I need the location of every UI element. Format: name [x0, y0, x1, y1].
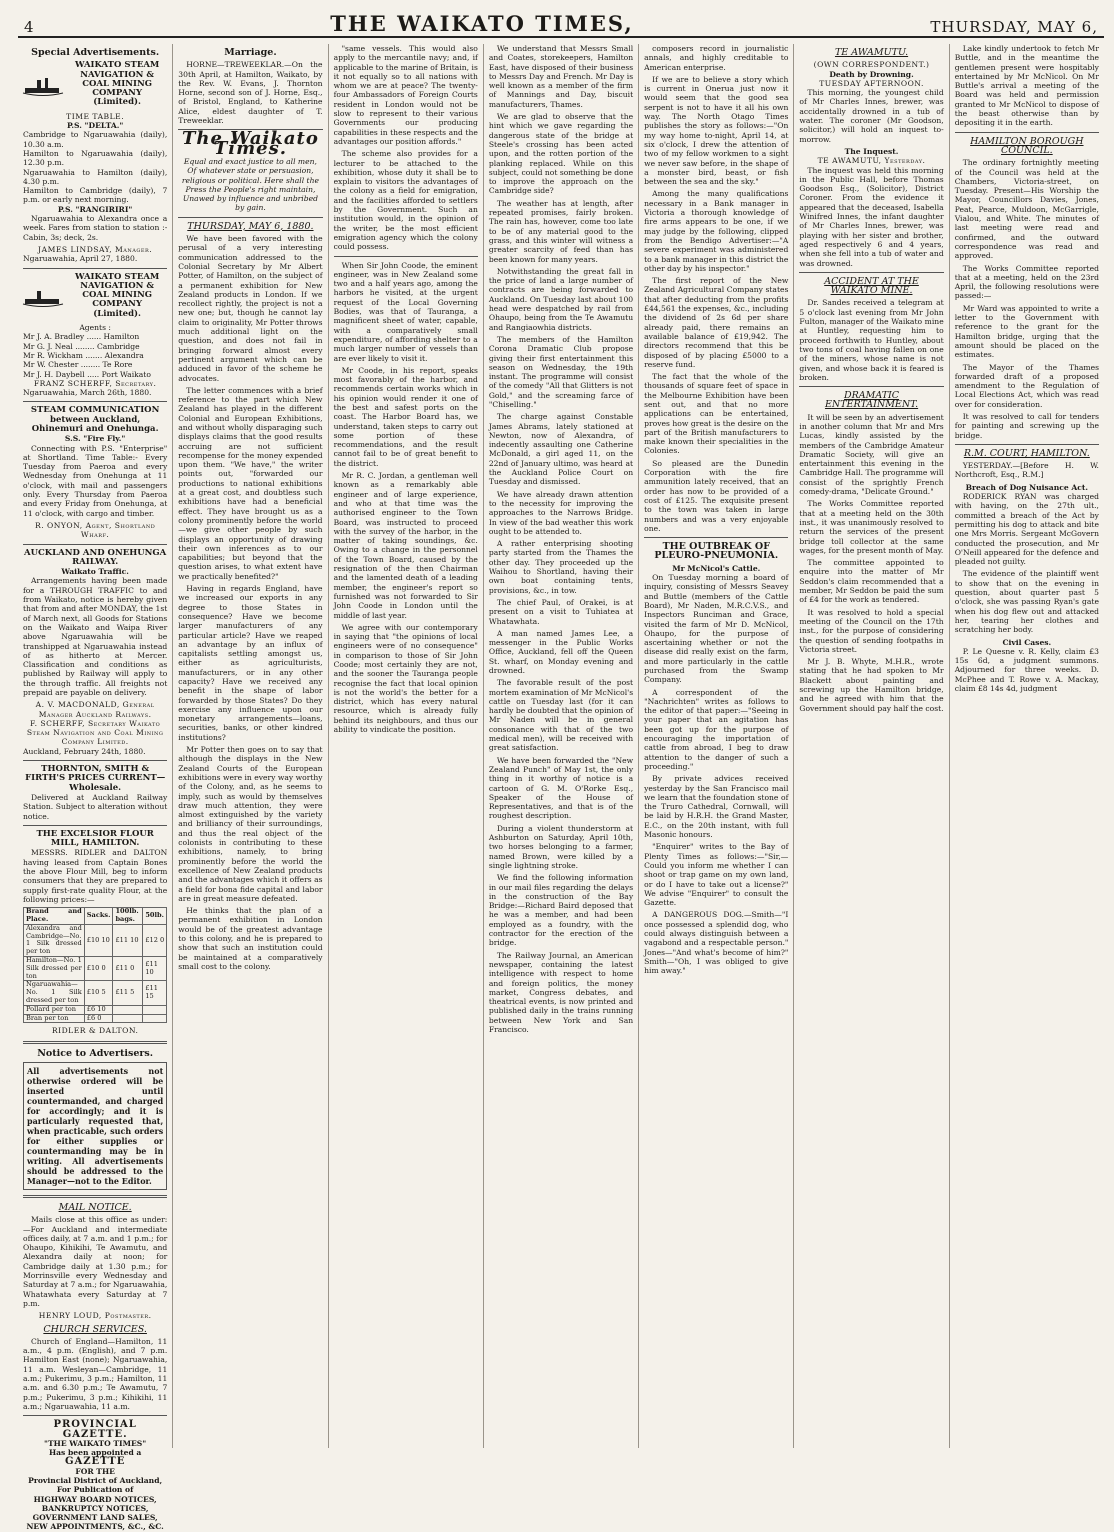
ship1-name: P.S. "DELTA.": [66, 121, 124, 131]
gazette-line: Provincial District of Auckland,: [28, 1476, 163, 1485]
table-cell: £11 0: [113, 957, 143, 981]
news-item: It was resolved to hold a special meeting of the Council on the 17th inst., for the purpose of considering the question of sending footpaths in Victoria street.: [799, 607, 944, 654]
news-item: The chief Paul, of Orakei, is at present on a visit to Tuhiatea at Whatawhata.: [488, 597, 634, 626]
accident-heading: ACCIDENT AT THE WAIKATO MINE.: [824, 275, 919, 297]
mail-notice-heading: MAIL NOTICE.: [58, 1201, 132, 1213]
mail-notice-text: Mails close at this office as under:—For Auckland and intermediate offices daily, at 7 a.m. and 1 p.m.; for Ohaupo, Kihikihi, Te Awamutu, and Alexandra daily at noon; for Cambridge daily at 1.30 p.m.; for Morrinsville every Wednesday and Saturday at 7 a.m.; for Ngaruawahia, Whatawhata every Saturday at 7 p.m.: [23, 1215, 168, 1308]
news-item: The favorable result of the post mortem examination of Mr McNicol's cattle on Tuesday last (for it can hardly be doubted that the opinion of Mr Naden will be in general consonance with that of the two medical men), will be received with great satisfaction.: [488, 678, 634, 753]
drowning-date: TUESDAY AFTERNOON.: [819, 78, 924, 88]
news-item: The committee appointed to enquire into the matter of Mr Seddon's claim recommended that a member, Mr Seddon be paid the sum of £4 for the work as tendered.: [799, 558, 944, 605]
ship1-line: Ngaruawahia to Hamilton (daily), 4.30 p.m.: [23, 167, 168, 186]
steamship-icon: [23, 285, 63, 307]
ss-firefly-text: Connecting with P.S. "Enterprise" at Shortland. Time Table:- Every Tuesday from Paeroa and every Wednesday from Onehunga at 11 o'clock, with mail and passengers only. Every Thursday from Paeroa and every Friday from Onehunga, at 11 o'clock, with cargo and timber.: [23, 443, 168, 518]
divider: [799, 272, 943, 273]
column-4: [484, 44, 639, 1448]
newspaper-title: THE WAIKATO TIMES,: [330, 11, 634, 36]
gazette-ad: [23, 1420, 167, 1532]
page-number: 4: [24, 18, 34, 36]
table-cell: £11 10: [113, 924, 143, 956]
news-item: It will be seen by an advertisement in another column that Mr and Mrs Lucas, kindly assisted by the members of the Cambridge Amateur Dramatic Society, will give an entertainment this evening in the Cambridge Hall. The programme will consist of the sprightly French comedy-drama, "Delicate Ground.": [799, 412, 944, 497]
table-cell: £10 5: [84, 981, 113, 1005]
divider: [23, 401, 167, 402]
dramatic-heading: DRAMATIC ENTERTAINMENT.: [824, 390, 919, 411]
news-item: We understand that Messrs Small and Coates, storekeepers, Hamilton East, have disposed of their business to Messrs Day and French. Mr Day is well known as a member of the firm of Mannings and Day, biscuit manufacturers, Thames.: [488, 44, 634, 109]
company2-name: WAIKATO STEAM NAVIGATION & COAL MINING COMPANY (Limited).: [74, 271, 160, 319]
table-row: [24, 957, 167, 981]
railway-secretary: F. SCHERFF, Secretary Waikato Steam Navigation and Coal Mining Company Limited.: [26, 718, 164, 747]
news-item: The weather has at length, after repeated promises, fairly broken. The rain has, however, come too late to be of any material good to the grass, and this winter will witness a greater scarcity of feed than has been known for many years.: [488, 198, 634, 264]
steam-comm-title: STEAM COMMUNICATION between Auckland, Ohinemuri and Onehunga.: [30, 405, 160, 434]
columns: [18, 44, 1104, 1532]
railway-manager: A. V. MACDONALD, General Manager Auckland Railways.: [35, 700, 155, 719]
editorial-paragraph: The scheme also provides for a lecturer to be attached to the exhibition, whose duty it shall be to explain to visitors the advantages of the colony as a field for emigration, and the facilities afforded to settlers by the Government. Such an institution would, in the opinion of the writer, be the most efficient emigration agency which the colony could possess.: [333, 149, 478, 252]
paper-motto: Equal and exact justice to all men, Of whatever state or persuasion, religious or political. Here shall the Press the People's right maintain, Unawed by influence and unbribed by gain.: [181, 156, 319, 213]
news-item: We are glad to observe that the hint which we gave regarding the dangerous state of the bridge at Steele's crossing has been acted upon, and the rotten portion of the planking replaced. While on this subject, could not something be done to improve the approach on the Cambridge side?: [488, 112, 634, 196]
divider: [799, 386, 943, 387]
table-cell: Ngaruawahia—No. 1 Silk dressed per ton: [24, 981, 85, 1005]
paper-title: The Waikato Times.: [182, 128, 319, 159]
news-item: The members of the Hamilton Corona Dramatic Club propose giving their first entertainment this season on Wednesday, the 19th instant. The programme will consist of the comedy "All that Glitters is not Gold," and the screaming farce of "Chiselling.": [488, 334, 634, 409]
divider: [23, 825, 167, 826]
news-item: composers record in journalistic annals, and highly creditable to American enterprise.: [644, 44, 789, 72]
table-cell: Alexandra and Cambridge—No. 1 Silk dressed per ton: [24, 924, 85, 956]
divider: [23, 1041, 167, 1044]
secretary: FRANZ SCHERFF, Secretary.: [33, 378, 157, 388]
table-header: Brand and Place.: [24, 908, 85, 925]
table-cell: £10 10: [84, 924, 113, 956]
masthead-date: THURSDAY, MAY 6,: [930, 18, 1098, 36]
agent-line: Mr G. J. Neal ........ Cambridge: [23, 341, 140, 351]
editorial-paragraph: Mr R. C. Jordan, a gentleman well known as a remarkably able engineer and of large experience, and who at that time was the authorised engineer to the Town Board, was instructed to proceed with the survey of the harbor, in the matter of taking soundings, &c. Owing to a change in the personnel of the Town Board, caused by the resignation of the then Chairman and the lamented death of a leading member, the engineer's report so furnished was not forwarded to Sir John Coode in London until the middle of last year.: [333, 471, 478, 620]
news-item: This morning, the youngest child of Mr Charles Innes, brewer, was accidentally drowned in a tub of water. The coroner (Mr Goodson, solicitor,) will hold an inquest to-morrow.: [799, 88, 944, 144]
column-1: [18, 44, 173, 1532]
company1-name: WAIKATO STEAM NAVIGATION & COAL MINING COMPANY (Limited).: [74, 60, 160, 108]
secretary-date: Ngaruawahia, March 26th, 1880.: [23, 388, 152, 398]
awamutu-sub: (OWN CORRESPONDENT.): [813, 60, 930, 70]
divider: [334, 256, 478, 257]
pleuro-heading: THE OUTBREAK OF PLEURO-PNEUMONIA.: [654, 541, 779, 562]
divider: [955, 444, 1099, 445]
railway-title: AUCKLAND AND ONEHUNGA RAILWAY.: [24, 547, 167, 567]
church-text: Church of England—Hamilton, 11 a.m., 4 p.m. (English), and 7 p.m. Hamilton East (none); Ngaruawahia, 11 a.m. Wesleyan—Cambridge, 11 a.m.; Pukerimu, 3 p.m.; Hamilton, 11 a.m. and 6.30 p.m.; Te Awamutu, 7 p.m.; Pukerimu, 3 p.m.; Kihikihi, 11 a.m.; Ngaruawahia, 11 a.m.: [23, 1336, 168, 1411]
ship1-line: Hamilton to Ngaruawahia (daily), 12.30 p.m.: [23, 148, 168, 168]
divider: [23, 1195, 167, 1198]
table-cell: £11 5: [113, 981, 143, 1005]
editorial-paragraph: When Sir John Coode, the eminent engineer, was in New Zealand some two and a half years ago, among the harbors he visited, at the urgent request of the Local Governing Bodies, was that of Tauranga, a magnificent sheet of water, capable, with a comparatively small expenditure, of affording shelter to a much larger number of vessels than are ever likely to visit it.: [333, 260, 478, 363]
table-cell: Hamilton—No. 1 Silk dressed per ton: [24, 957, 85, 981]
news-item: Among the many qualifications necessary in a Bank manager in Victoria a thorough knowledge of fire arms appears to be one, if we may judge by the following, clipped from the Bendigo Advertiser:—"A severe experiment was administered to a bank manager in this district the other day by his inspector.": [644, 189, 789, 273]
column-5: [639, 44, 794, 1448]
news-item: We have already drawn attention to the necessity for improving the approaches to the Narrows Bridge. In view of the bad weather this work ought to be attended to.: [488, 489, 634, 536]
timetable-heading: TIME TABLE.: [66, 111, 125, 121]
news-item: Notwithstanding the great fall in the price of land a large number of contracts are being forwarded to Auckland. On Tuesday last about 100 head were despatched by rail from Ohaupo, being from the Te Awamutu and Rangiaowhia districts.: [488, 266, 634, 332]
table-cell: £11 15: [143, 981, 167, 1005]
column-2: [173, 44, 328, 1448]
editorial-paragraph: Mr Potter then goes on to say that although the displays in the New Zealand Courts of the European exhibitions were in every way worthy of the Colony, and, as he seems to imply, such as would by themselves draw much attention, they were almost extinguished by the variety and brilliancy of their surroundings, and thus the real object of the colonists in contributing to these exhibitions, namely, to bring prominently before the world the excellence of New Zealand products and the advantages which it offers as a field for bona fide capital and labor are in great measure defeated.: [178, 745, 323, 903]
ss-firefly: S.S. "Fire Fly.": [64, 434, 126, 444]
divider: [23, 544, 167, 545]
church-heading: CHURCH SERVICES.: [43, 1323, 147, 1335]
news-item: A correspondent of the "Nachrichten" writes as follows to the editor of that paper:—"Seeing in your paper that an agitation has been got up for the purpose of encouraging the importation of cattle from abroad, I beg to draw attention to the danger of such a proceeding.": [644, 687, 789, 771]
gazette-line: "THE WAIKATO TIMES": [44, 1438, 147, 1448]
news-item: The first report of the New Zealand Agricultural Company states that after deducting from the profits £44,561 the expenses, &c., including the dividend of 2s 6d per share already paid, there remains an available balance of £19,942. The directors recommend that this be disposed of by placing £5000 to a reserve fund.: [644, 276, 789, 369]
thornton-text: Delivered at Auckland Railway Station. Subject to alteration without notice.: [23, 792, 168, 821]
agents-heading: Agents :: [79, 323, 111, 333]
gazette-line: GAZETTE: [64, 1456, 126, 1468]
divider: [955, 132, 1099, 133]
notice-heading: Notice to Advertisers.: [37, 1047, 154, 1059]
notice-text: All advertisements not otherwise ordered will be inserted until countermanded, and charged for accordingly; and it is particularly requested that, when practicable, such orders for either supplies or countermanding may be in writing. All advertisements should be addressed to the Manager—not to the Editor.: [23, 1062, 167, 1190]
table-cell: Bran per ton: [24, 1014, 85, 1023]
editorial-paragraph: We have been favored with the perusal of a very interesting communication addressed to the Colonial Secretary by Mr Albert Potter, of Hamilton, on the subject of a permanent exhibition for New Zealand products in London. If we recollect rightly, the project is not a new one; but, though he cannot lay claim to originality, Mr Potter throws much additional light on the question, and does not fail in bringing forward almost every pertinent argument which can be adduced in favor of the scheme he advocates.: [178, 234, 323, 383]
news-item: During a violent thunderstorm at Ashburton on Saturday, April 10th, two horses belonging to a farmer, named Brown, were killed by a single lightning stroke.: [488, 823, 634, 870]
divider: [23, 760, 167, 761]
ridler-dalton: RIDLER & DALTON.: [51, 1026, 139, 1036]
excelsior-title: THE EXCELSIOR FLOUR MILL, HAMILTON.: [36, 828, 154, 849]
ship2-name: P.S. "RANGIRIRI": [57, 204, 133, 214]
rm-court-date: YESTERDAY.—[Before H. W. Northcroft, Esq., R.M.]: [954, 461, 1099, 480]
pleuro-subheading: Mr McNicol's Cattle.: [672, 563, 761, 573]
news-item: We have been forwarded the "New Zealand Punch" of May 1st, the only thing in it worthy of notice is a cartoon of G. M. O'Rorke Esq., Speaker of the House of Representatives, and that is of the roughest description.: [488, 755, 634, 821]
news-item: P. Le Quesne v. R. Kelly, claim £3 15s 6d, a judgment summons. Adjourned for three weeks. D. McPhee and T. Rowe v. A. Mackay, claim £8 14s 4d, judgment: [954, 646, 1099, 693]
news-item: RODERICK RYAN was charged with having, on the 27th ult., committed a breach of the Act by permitting his dog to attack and bite one Mrs Morris. Sergeant McGovern conducted the prosecution, and Mr O'Neill appeared for the defence and pleaded not guilty.: [954, 492, 1099, 567]
news-item: On Tuesday morning a board of inquiry, consisting of Messrs Seavey and Buttle (members of the Cattle Board), Mr Naden, M.R.C.V.S., and Inspectors Runciman and Grace, visited the farm of Mr D. McNicol, Ohaupo, for the purpose of ascertaining whether or not the disease did really exist on the farm, and more particularly in the cattle purchased from the Swamp Company.: [644, 573, 789, 685]
divider: [23, 268, 167, 269]
editorial-paragraph: He thinks that the plan of a permanent exhibition in London would be of the greatest advantage to this colony, and he is prepared to show that such an institution could be maintained at a comparatively small cost to the colony.: [178, 906, 323, 971]
divider: [178, 217, 322, 218]
table-cell: [113, 1014, 143, 1023]
special-ads-heading: Special Advertisements.: [31, 47, 160, 58]
table-cell: [113, 1005, 143, 1014]
news-item: The evidence of the plaintiff went to show that on the evening in question, about quarter past 5 o'clock, she was passing Ryan's gate when his dog flew out and attacked her, tearing her clothes and scratching her body.: [954, 569, 1099, 635]
drowning-heading: Death by Drowning.: [829, 69, 914, 79]
editorial-paragraph: Mr Coode, in his report, speaks most favorably of the harbor, and recommends certain works which in his opinion would render it one of the best and safest ports on the coast. The Harbor Board has, we understand, taken steps to carry out some portion of these recommendations, and the result cannot fail to be of great benefit to the district.: [333, 365, 478, 468]
flour-price-table: [23, 907, 167, 1023]
inquest-date: TE AWAMUTU, Yesterday.: [817, 156, 926, 166]
company1-ad: [23, 61, 167, 107]
news-item: It was resolved to call for tenders for painting and screwing up the bridge.: [954, 411, 1099, 440]
news-item: A man named James Lee, a messenger in the Public Works Office, Auckland, fell off the Queen St. wharf, on Monday evening and drowned.: [488, 628, 634, 675]
news-item: A DANGEROUS DOG.—Smith—"I once possessed a splendid dog, who could always distinguish between a vagabond and a respectable person." Jones—"And what's become of him?" Smith—"Oh, I was obliged to give him away.": [644, 910, 789, 976]
table-cell: £11 10: [143, 957, 167, 981]
hamilton-council-heading: HAMILTON BOROUGH COUNCIL.: [970, 135, 1084, 156]
breach-heading: Breach of Dog Nuisance Act.: [965, 482, 1089, 492]
railway-subtitle: Waikato Traffic.: [61, 567, 129, 577]
table-header: Sacks.: [84, 908, 113, 925]
news-item: Dr. Sandes received a telegram at 5 o'clock last evening from Mr John Fulton, manager of the Waikato mine at Huntley, requesting him to proceed forthwith to Huntley, about two tons of coal having fallen on one of the miners, whose name is not given, and whose back it is feared is broken.: [799, 298, 944, 382]
news-item: Lake kindly undertook to fetch Mr Buttle, and in the meantime the gentlemen present were hospitably entertained by Mr McNicol. On Mr Buttle's arrival a meeting of the Board was held and permission granted to Mr McNicol to dispose of the beast otherwise than by depositing it in the earth.: [954, 44, 1099, 128]
marriage-text: HORNE—TREWEEKLAR.—On the 30th April, at Hamilton, Waikato, by the Rev. W. Evans, J. Thornton Horne, second son of J. Horne, Esq., of Bristol, England, to Katherine Alice, eldest daughter of T. Treweeklar.: [178, 60, 323, 126]
masthead: [18, 8, 1104, 38]
onyon-agent: R. ONYON, Agent, Shortland Wharf.: [34, 520, 156, 540]
table-cell: £10 0: [84, 957, 113, 981]
editorial-paragraph: The letter commences with a brief reference to the part which New Zealand has played in the different Colonial and European Exhibitions, and without wholly disparaging such displays claims that the good results accruing are not sufficient recompense for the money expended upon them. "We have," the writer points out, "forwarded our productions to national exhibitions at a great cost, and doubtless such exhibitions have had a beneficial effect. They have brought us as a colony prominently before the world—we give other people by such displays an opportunity of drawing their own inferences as to our capabilities; but beyond that the question arises, to what extent have we practically benefited?": [178, 385, 323, 581]
marriage-heading: Marriage.: [224, 47, 277, 58]
table-header-row: [24, 908, 167, 925]
ship2-text: Ngaruawahia to Alexandra once a week. Fares from station to station :-Cabin, 3s; deck, 2s.: [23, 214, 168, 242]
agent-line: Mr W. Chester ........ Te Rore: [23, 360, 133, 370]
table-row: [24, 1005, 167, 1014]
awamutu-heading: TE AWAMUTU.: [834, 47, 909, 58]
divider: [23, 1415, 167, 1416]
news-item: We find the following information in our mail files regarding the delays in the construction of the Bay Bridge:—Richard Baird deposed that he was a member, and had been employed as a foundry, with the contractor for the erection of the bridge.: [488, 873, 634, 948]
news-item: Mr J. B. Whyte, M.H.R., wrote stating that he had spoken to Mr Blackett about painting and screwing up the Hamilton bridge, and he agreed with him that the Government should pay half the cost.: [799, 657, 944, 713]
rm-court-heading: R.M. COURT, HAMILTON.: [963, 447, 1090, 459]
news-item: The fact that the whole of the thousands of square feet of space in the Melbourne Exhibition have been sent out, and that no more applications can be entertained, proves how great is the desire on the part of the British manufacturers to make known their specialities in the Colonies.: [644, 372, 789, 456]
table-cell: £6 10: [84, 1005, 113, 1014]
news-item: So pleased are the Dunedin Corporation with the fire ammunition lately received, that an order has now to be provided of a cost of £125. The exquisite present to the town was taken in large numbers and was a very enjoyable one.: [644, 458, 789, 533]
company2-ad: [23, 273, 167, 319]
civil-cases-heading: Civil Cases.: [1002, 637, 1052, 647]
thornton-title: THORNTON, SMITH & FIRTH'S PRICES CURRENT—Wholesale.: [25, 764, 166, 793]
table-cell: £12 0: [143, 924, 167, 956]
column-7: [950, 44, 1104, 1448]
news-item: The Mayor of the Thames forwarded draft of a proposed amendment to the Regulation of Local Elections Act, which was read over for consideration.: [954, 362, 1099, 409]
agent-line: Mr R. Wickham ....... Alexandra: [23, 350, 144, 360]
gazette-line: FOR THE: [75, 1466, 115, 1476]
edition-date: THURSDAY, MAY 6, 1880.: [187, 220, 314, 232]
inquest-heading: The Inquest.: [844, 146, 899, 156]
agent-line: Mr J. H. Daybell ..... Port Waikato: [23, 369, 151, 379]
steamship-icon: [23, 74, 63, 96]
agent-line: Mr J. A. Bradley ...... Hamilton: [23, 332, 140, 342]
news-item: "Enquirer" writes to the Bay of Plenty Times as follows:—"Sir,—Could you inform me whether I can shoot or trap game on my own land, or do I have to take out a license?" We advise "Enquirer" to consult the Gazette.: [644, 842, 789, 908]
gazette-line: Has been appointed a: [48, 1448, 142, 1458]
editorial-paragraph: We agree with our contemporary in saying that "the opinions of local engineers were of no consequence" in comparison to those of Sir John Coode; most certainly they are not, and the sooner the Tauranga people recognise the fact that local opinion is not the world's the better for a district, which has every natural resource, which is already fully behind its neighbours, and thus our ability to vindicate the position.: [333, 622, 478, 735]
editorial-paragraph: "same vessels. This would also apply to the mercantile navy; and, if applicable to the marine of Britain, is it not equally so to all nations with whom we are at peace? The twenty-four Ambassadors of Foreign Courts resident in London would not be slow to represent to their various Governments our producing capabilities in these respects and the advantages our position affords.": [333, 44, 478, 146]
ship1-line: Hamilton to Cambridge (daily), 7 p.m. or early next morning.: [23, 186, 168, 205]
table-cell: [143, 1014, 167, 1023]
editorial-paragraph: Having in regards England, have we increased our exports in any degree to those States in consequence? Have we become larger manufacturers of any particular article? Have we reaped an advantage by an influx of capitalists settling amongst us, either as agriculturists, manufacturers, or in any other capacity? Have we received any benefit in the shape of labor forwarded by those States? Do they exercise any influence upon our monetary arrangements—loans, securities, banks, or other kindred institutions?: [178, 584, 323, 742]
table-cell: [143, 1005, 167, 1014]
column-3: [329, 44, 484, 1448]
column-6: [794, 44, 949, 1448]
news-item: The ordinary fortnightly meeting of the Council was held at the Chambers, Victoria-street, on Tuesday. Present—His Worship the Mayor, Councillors Davies, Jones, Peat, Pearce, Muldoon, McGarrigle, Vialou, and White. The minutes of last meeting were read and confirmed, and the outward correspondence was read and approved.: [954, 158, 1099, 261]
table-header: 100lb. bags.: [113, 908, 143, 925]
news-item: The inquest was held this morning in the Public Hall, before Thomas Goodson Esq., (Solicitor), District Coroner. From the evidence it appeared that the deceased, Isabella Winifred Innes, the infant daughter of Mr Charles Innes, brewer, was playing with her sister and brother, aged respectively 6 and 4 years, when she fell into a tub of water and was drowned.: [799, 165, 944, 268]
news-item: The Railway Journal, an American newspaper, containing the latest intelligence with respect to home and foreign politics, the money market, Congress debates, and theatrical events, is now printed and published daily in the trains running between New York and San Francisco.: [488, 950, 634, 1034]
news-item: If we are to believe a story which is current in Onerua just now it would seem that the good sea serpent is not to have it all his own way. The North Otago Times publishes the story as follows:—"On my way home to-night, April 14, at six o'clock, I drew the attention of two of my fellow workmen to a sight we never saw before, in the shape of a monster bird, beast, or fish between the sea and the sky.": [644, 74, 789, 187]
news-item: The Works Committee reported that at a meeting, held on the 23rd April, the following resolutions were passed:—: [954, 263, 1099, 301]
news-item: A rather enterprising shooting party started from the Thames the other day. They proceeded up the Waihou to Shortland, having their own boat containing tents, provisions, &c., in tow.: [488, 539, 634, 595]
table-row: [24, 1014, 167, 1023]
news-item: The Works Committee reported that at a meeting held on the 30th inst., it was unanimously resolved to return the services of the present bridge toll collector at the same wages, for the present month of May.: [799, 499, 944, 555]
gazette-title: PROVINCIAL GAZETTE.: [53, 1419, 137, 1440]
divider: [644, 537, 788, 538]
postmaster: HENRY LOUD, Postmaster.: [38, 1311, 152, 1321]
table-cell: £6 0: [84, 1014, 113, 1023]
news-item: By private advices received yesterday by the San Francisco mail we learn that the foundation stone of the Truro Cathedral, Cornwall, will be laid by H.R.H. the Grand Master, E.C., on the 20th instant, with full Masonic honours.: [644, 774, 789, 840]
news-item: The charge against Constable James Abrams, lately stationed at Newton, now of Alexandra, of indecently assaulting one Catherine McDonald, a girl aged 11, on the 22nd of January ultimo, was heard at the Auckland Police Court on Tuesday and dismissed.: [488, 412, 634, 487]
manager1: JAMES LINDSAY, Manager.: [38, 244, 153, 254]
railway-date: Auckland, February 24th, 1880.: [23, 746, 146, 756]
table-row: [24, 924, 167, 956]
table-row: [24, 981, 167, 1005]
gazette-line: For Publication of: [56, 1485, 134, 1495]
gazette-line: HIGHWAY BOARD NOTICES, BANKRUPTCY NOTICES, GOVERNMENT LAND SALES, NEW APPOINTMENTS, &C., &C.: [26, 1494, 164, 1532]
news-item: Mr Ward was appointed to write a letter to the Government with reference to the grant for the Hamilton bridge, urging that the amount should be placed on the estimates.: [954, 303, 1099, 360]
table-header: 50lb.: [143, 908, 167, 925]
ship1-line: Cambridge to Ngaruawahia (daily), 10.30 a.m.: [23, 130, 168, 149]
table-cell: Pollard per ton: [24, 1005, 85, 1014]
manager1-date: Ngaruawahia, April 27, 1880.: [23, 254, 138, 264]
railway-text: Arrangements having been made for a THROUGH TRAFFIC to and from Waikato, notice is hereby given that from and after MONDAY, the 1st of March next, all Goods for Stations on the Waikato and Waipa River above Ngaruawahia will be transhipped at Ngaruawahia instead of as hitherto at Mercer. Classification and conditions as published by Railway will apply to the through traffic. All freights not prepaid are payable on delivery.: [23, 576, 168, 697]
newspaper-page: [18, 8, 1104, 1532]
excelsior-text: MESSRS. RIDLER and DALTON having leased from Captain Bones the above Flour Mill, beg to inform consumers that they are prepared to supply first-rate quality Flour, at the following prices:—: [23, 848, 168, 904]
